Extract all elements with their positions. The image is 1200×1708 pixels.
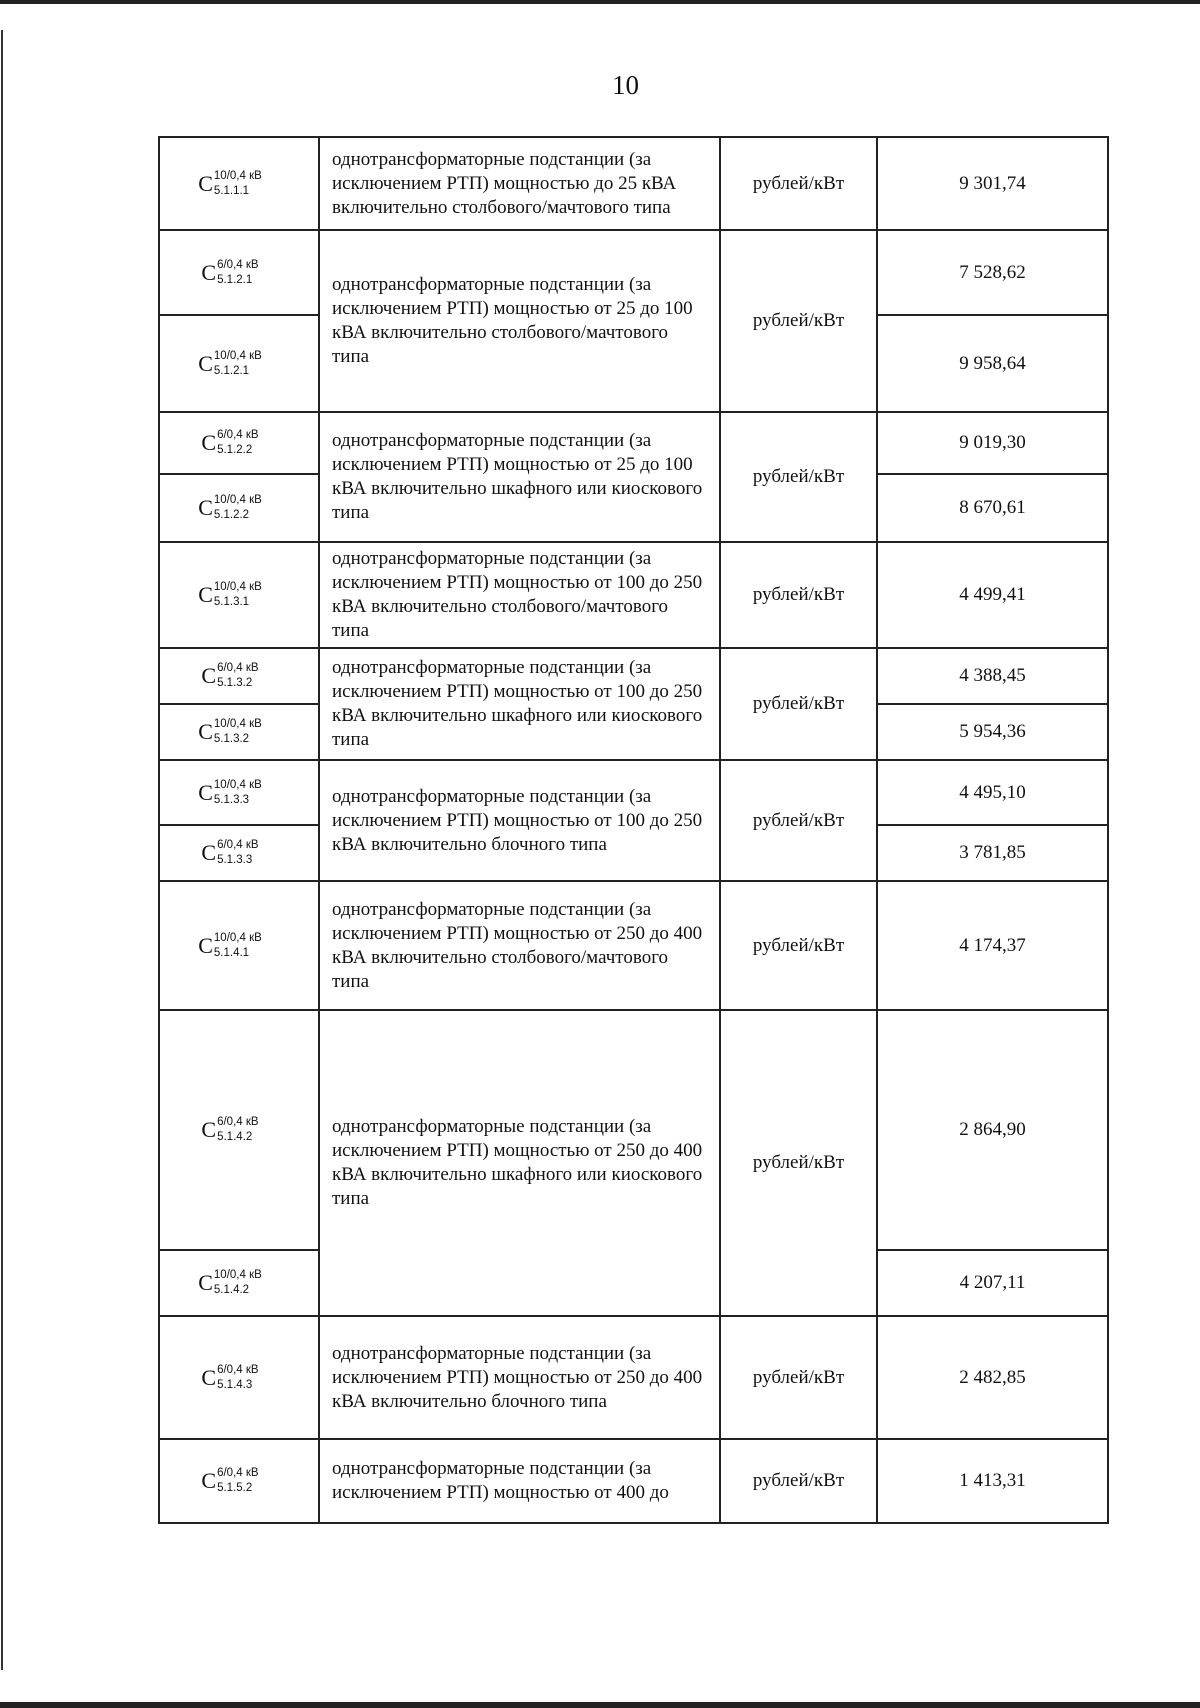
rate-unit: рублей/кВт [720,1010,877,1316]
rate-value: 1 413,31 [877,1439,1108,1523]
table-row [159,230,1108,315]
rate-value: 4 207,11 [877,1250,1108,1316]
rate-description: однотрансформаторные подстанции (за исключением РТП) мощностью от 100 до 250 кВА включительно столбового/мачтового типа [319,542,720,648]
rate-code: C 6/0,4 кВ 5.1.4.3 [159,1316,319,1439]
rate-value: 4 174,37 [877,881,1108,1010]
rate-value: 2 864,90 [877,1010,1108,1250]
rate-code: C 10/0,4 кВ 5.1.3.1 [159,542,319,648]
rate-code: C 10/0,4 кВ 5.1.3.3 [159,760,319,825]
rate-code: C 10/0,4 кВ 5.1.4.2 [159,1250,319,1316]
table-row [159,760,1108,825]
page-number: 10 [612,70,639,100]
rate-code: C 6/0,4 кВ 5.1.3.3 [159,825,319,881]
rate-value: 4 388,45 [877,648,1108,704]
rate-description: однотрансформаторные подстанции (за исключением РТП) мощностью до 25 кВА включительно столбового/мачтового типа [319,137,720,230]
rate-description: однотрансформаторные подстанции (за исключением РТП) мощностью от 100 до 250 кВА включительно шкафного или киоскового типа [319,648,720,760]
rate-code: C 10/0,4 кВ 5.1.2.2 [159,474,319,542]
rate-code: C 6/0,4 кВ 5.1.3.2 [159,648,319,704]
rate-value: 9 019,30 [877,412,1108,474]
rate-value: 9 958,64 [877,315,1108,412]
rate-code: C 10/0,4 кВ 5.1.2.1 [159,315,319,412]
rate-description: однотрансформаторные подстанции (за исключением РТП) мощностью от 25 до 100 кВА включительно шкафного или киоскового типа [319,412,720,542]
rate-value: 9 301,74 [877,137,1108,230]
rate-unit: рублей/кВт [720,881,877,1010]
rate-unit: рублей/кВт [720,1316,877,1439]
rate-description: однотрансформаторные подстанции (за исключением РТП) мощностью от 250 до 400 кВА включительно блочного типа [319,1316,720,1439]
tariff-table [158,136,1109,1524]
rate-description: однотрансформаторные подстанции (за исключением РТП) мощностью от 250 до 400 кВА включительно столбового/мачтового типа [319,881,720,1010]
table-row [159,881,1108,1010]
scan-edge-bottom [0,1702,1200,1708]
rate-unit: рублей/кВт [720,137,877,230]
scan-edge-top [0,0,1200,4]
rate-unit: рублей/кВт [720,542,877,648]
table-row [159,412,1108,474]
rate-code: C 6/0,4 кВ 5.1.2.1 [159,230,319,315]
rate-code: C 6/0,4 кВ 5.1.4.2 [159,1010,319,1250]
rate-value: 7 528,62 [877,230,1108,315]
table-row [159,1439,1108,1523]
rate-unit: рублей/кВт [720,1439,877,1523]
table-row [159,542,1108,648]
rate-unit: рублей/кВт [720,648,877,760]
rate-code: C 10/0,4 кВ 5.1.4.1 [159,881,319,1010]
rate-unit: рублей/кВт [720,412,877,542]
rate-value: 3 781,85 [877,825,1108,881]
rate-description: однотрансформаторные подстанции (за исключением РТП) мощностью от 400 до [319,1439,720,1523]
scan-edge-left [1,30,3,1670]
rate-description: однотрансформаторные подстанции (за исключением РТП) мощностью от 250 до 400 кВА включительно шкафного или киоскового типа [319,1010,720,1316]
rate-description: однотрансформаторные подстанции (за исключением РТП) мощностью от 100 до 250 кВА включительно блочного типа [319,760,720,881]
rate-code: C 10/0,4 кВ 5.1.1.1 [159,137,319,230]
rate-code: C 10/0,4 кВ 5.1.3.2 [159,704,319,760]
rate-value: 8 670,61 [877,474,1108,542]
table-row [159,1316,1108,1439]
rate-value: 4 495,10 [877,760,1108,825]
rate-code: C 6/0,4 кВ 5.1.2.2 [159,412,319,474]
table-row [159,137,1108,230]
table-row [159,648,1108,704]
rate-description: однотрансформаторные подстанции (за исключением РТП) мощностью от 25 до 100 кВА включительно столбового/мачтового типа [319,230,720,412]
table-row [159,1010,1108,1250]
rate-value: 2 482,85 [877,1316,1108,1439]
rate-value: 4 499,41 [877,542,1108,648]
rate-unit: рублей/кВт [720,760,877,881]
rate-code: C 6/0,4 кВ 5.1.5.2 [159,1439,319,1523]
rate-unit: рублей/кВт [720,230,877,412]
rate-value: 5 954,36 [877,704,1108,760]
